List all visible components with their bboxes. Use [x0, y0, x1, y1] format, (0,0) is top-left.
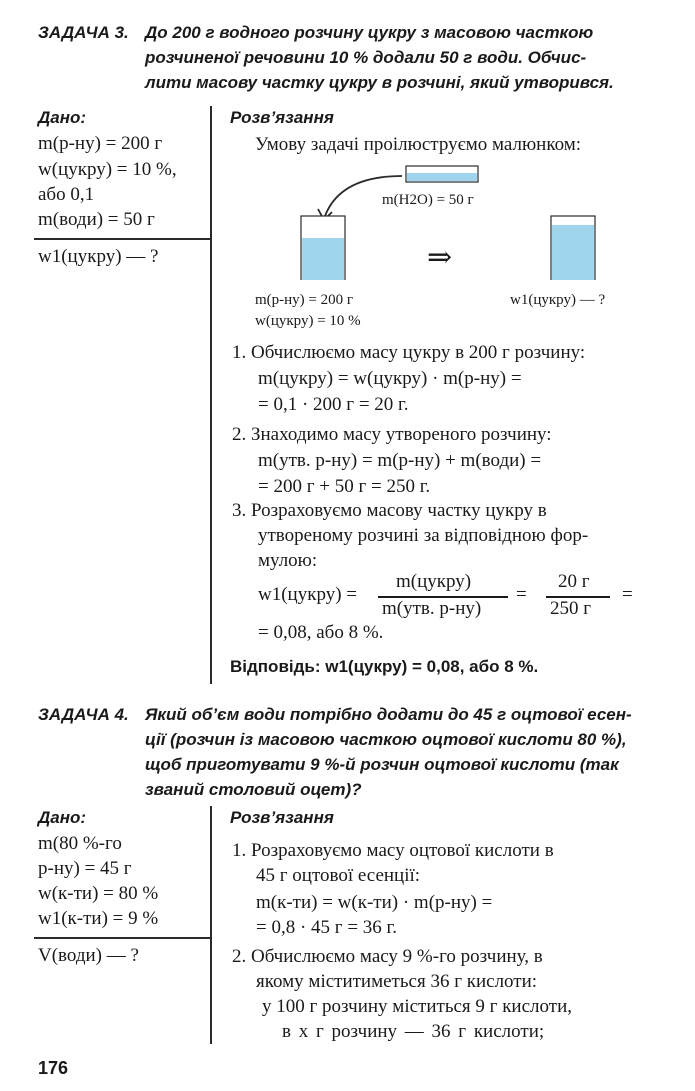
formula-eq: =	[516, 584, 527, 605]
task3-step: m(утв. р-ну) = m(р-ну) + m(води) =	[258, 450, 542, 471]
formula-num2: 20 г	[558, 571, 590, 592]
formula-den1: m(утв. р-ну)	[382, 598, 482, 619]
task3-condition-line1: До 200 г водного розчину цукру з масовою часткою	[145, 23, 594, 42]
task4-given-line: w1(к-ти) = 9 %	[38, 908, 159, 929]
water-tube-liquid	[407, 173, 477, 181]
figure-right-label: w1(цукру) — ?	[510, 292, 606, 308]
task3-step: m(цукру) = w(цукру) · m(р-ну) =	[258, 368, 522, 389]
task4-find: V(води) — ?	[38, 945, 139, 966]
task3-given-line: m(води) = 50 г	[38, 209, 155, 230]
figure-arrow: ⇒	[427, 241, 453, 274]
task4-vertical-divider	[210, 806, 212, 1044]
task3-given-line: w(цукру) = 10 %,	[38, 159, 177, 180]
task3-given-line: m(р-ну) = 200 г	[38, 133, 163, 154]
page-number: 176	[38, 1058, 69, 1078]
task4-step: 1. Розраховуємо масу оцтової кислоти в	[232, 840, 554, 861]
task3-step: 3. Розраховуємо масову частку цукру в	[232, 500, 547, 521]
formula-den2: 250 г	[550, 598, 592, 619]
task3-step: утвореному розчині за відповідною фор-	[258, 525, 589, 546]
task4-given-line: р-ну) = 45 г	[38, 858, 132, 879]
task3-find: w1(цукру) — ?	[38, 246, 159, 267]
task3-given-divider	[34, 238, 212, 240]
formula-eq2: =	[622, 584, 633, 605]
task4-given-title: Дано:	[38, 808, 87, 827]
task4-step: 2. Обчислюємо масу 9 %-го розчину, в	[232, 946, 543, 967]
task3-vertical-divider	[210, 106, 212, 684]
formula-lhs: w1(цукру) =	[258, 584, 357, 605]
task4-given-line: w(к-ти) = 80 %	[38, 883, 159, 904]
task4-solution-title: Розв’язання	[230, 808, 334, 827]
task3-answer: Відповідь: w1(цукру) = 0,08, або 8 %.	[230, 657, 539, 676]
task3-step: = 200 г + 50 г = 250 г.	[258, 476, 431, 497]
task3-step: мулою:	[258, 550, 318, 571]
task4-step: в x г розчину — 36 г кислоти;	[282, 1021, 545, 1042]
figure-water-label: m(H2O) = 50 г	[382, 192, 474, 208]
task4-given-divider	[34, 937, 212, 939]
task4-step: у 100 г розчину міститься 9 г кислоти,	[262, 996, 572, 1017]
task4-step: m(к-ти) = w(к-ти) · m(р-ну) =	[256, 892, 493, 913]
task4-condition-line1: Який об’єм води потрібно додати до 45 г оцтової есен-	[145, 705, 632, 724]
task4-step: = 0,8 · 45 г = 36 г.	[256, 917, 397, 938]
right-beaker-liquid	[552, 225, 594, 280]
task3-label: ЗАДАЧА 3.	[38, 23, 129, 42]
left-beaker-liquid	[302, 238, 344, 280]
task3-condition-line3: лити масову частку цукру в розчині, який утворився.	[145, 73, 614, 92]
figure-left-label-2: w(цукру) = 10 %	[255, 313, 361, 329]
task4-condition-line2: ції (розчин із масовою часткою оцтової кислоти 80 %),	[145, 730, 627, 749]
task3-given-line: або 0,1	[38, 184, 95, 205]
task4-condition-line4: званий столовий оцет)?	[145, 780, 362, 799]
formula-result: = 0,08, або 8 %.	[258, 622, 384, 643]
task4-condition-line3: щоб приготувати 9 %-й розчин оцтової кислоти (так	[145, 755, 619, 774]
task4-step: 45 г оцтової есенції:	[256, 865, 421, 886]
task3-intro: Умову задачі проілюструємо малюнком:	[255, 134, 582, 155]
task3-given-title: Дано:	[38, 108, 87, 127]
task4-step: якому міститиметься 36 г кислоти:	[256, 971, 538, 992]
task3-step: = 0,1 · 200 г = 20 г.	[258, 394, 409, 415]
task3-condition-line2: розчиненої речовини 10 % додали 50 г води. Обчис-	[145, 48, 587, 67]
task4-given-line: m(80 %-го	[38, 833, 122, 854]
task3-step: 1. Обчислюємо масу цукру в 200 г розчину:	[232, 342, 586, 363]
task3-solution-title: Розв’язання	[230, 108, 334, 127]
formula-num1: m(цукру)	[396, 571, 472, 592]
figure-left-label-1: m(р-ну) = 200 г	[255, 292, 354, 308]
task4-label: ЗАДАЧА 4.	[38, 705, 129, 724]
task3-step: 2. Знаходимо масу утвореного розчину:	[232, 424, 552, 445]
